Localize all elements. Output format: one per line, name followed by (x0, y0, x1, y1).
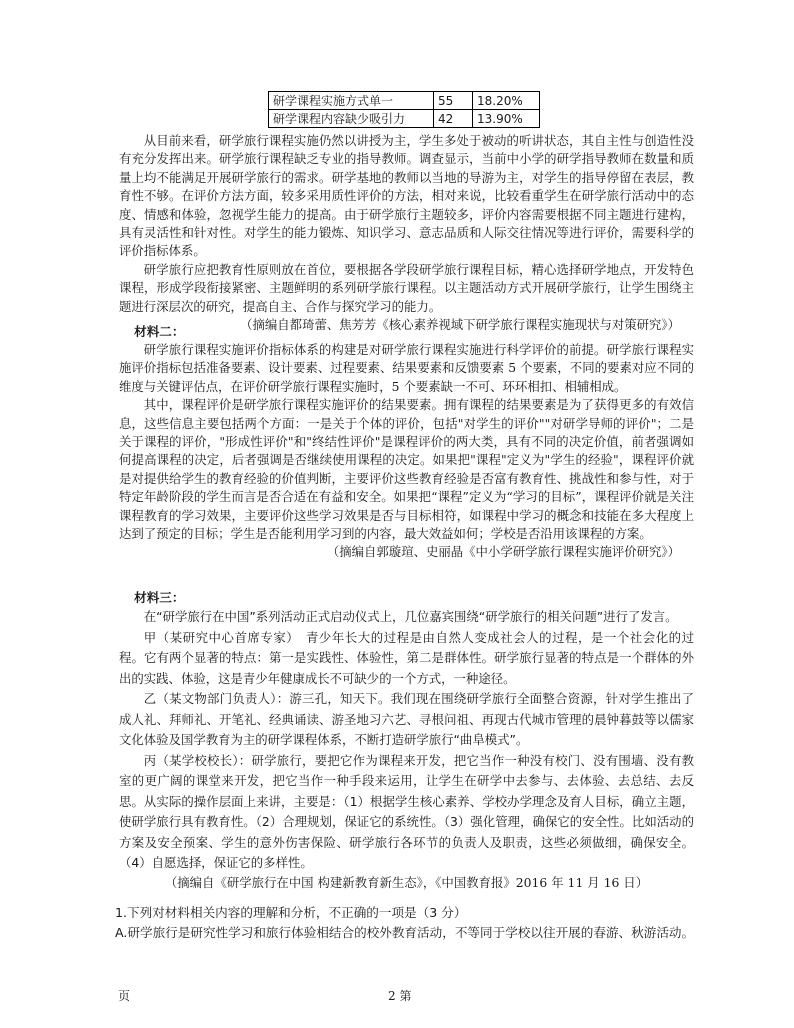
question-stem: 1.下列对材料相关内容的理解和分析，不正确的一项是（3 分） (115, 905, 467, 920)
body-paragraph: 在“研学旅行在中国”系列活动正式启动仪式上，几位嘉宾围绕“研学旅行的相关问题”进行了发言。 (143, 609, 678, 624)
speaker-paragraph: 乙（某文物部门负责人）：游三孔，知天下。我们现在围绕研学旅行全面整合资源，针对学生推出了成人礼、拜师礼、开笔礼、经典诵读、游圣地习六艺、寻根问祖、再现古代城市管理的晨钟暮鼓等以儒家文化体验及国学教育为主的研学课程体系，不断打造研学旅行“曲阜模式”。 (119, 691, 694, 747)
page-number: 2 第 (388, 989, 412, 1003)
citation: （摘编自《研学旅行在中国 构建新教育新生态》，《中国教育报》2016 年 11 月 16 日） (164, 874, 649, 890)
body-paragraph: 研学旅行应把教育性原则放在首位，要根据各学段研学旅行课程目标，精心选择研学地点，开发特色课程，形成学段衔接紧密、主题鲜明的系列研学旅行课程。以主题活动方式开展研学旅行，让学生围绕主题进行深层次的研究，提高自主、合作与探究学习的能力。 (119, 261, 694, 314)
table-cell: 18.20% (473, 92, 540, 110)
table-cell: 55 (434, 92, 473, 110)
speaker-paragraph: 甲（某研究中心首席专家） 青少年长大的过程是由自然人变成社会人的过程，是一个社会化的过程。它有两个显著的特点：第一是实践性、体验性，第二是群体性。研学旅行显著的特点是一个群体的外出的实践、体验，这是青少年健康成长不可缺少的一个方式，一种途径。 (119, 629, 694, 686)
table-cell: 研学课程实施方式单一 (269, 92, 434, 110)
table-cell: 研学课程内容缺少吸引力 (269, 110, 434, 128)
body-paragraph: 研学旅行课程实施评价指标体系的构建是对研学旅行课程实施进行科学评价的前提。研学旅行课程实施评价指标包括准备要素、设计要素、过程要素、结果要素和反馈要素 5 个要素，不同的要素对应不同的维度与关键评估点，在评价研学旅行课程实施时，5 个要素缺一不可、环环相扣、相辅相成。 (119, 342, 694, 394)
table-row (269, 110, 540, 128)
citation: （摘编自郭璇瑄、史丽晶《中小学研学旅行课程实施评价研究》） (326, 544, 680, 560)
body-paragraph: 其中，课程评价是研学旅行课程实施评价的结果要素。拥有课程的结果要素是为了获得更多的有效信息，这些信息主要包括两个方面：一是关于个体的评价，包括"对学生的评价""对研学导师的评价"；二是关于课程的评价，"形成性评价"和"终结性评价"是课程评价的两大类，具有不同的决定价值，前者强调如何提高课程的决定，后者强调是否继续使用课程的决定。如果把"课程"定义为"学生的经验"，课程评价就是对提供给学生的教育经验的价值判断，主要评价这些教育经验是否富有教育性、挑战性和参与性，对于特定年龄阶段的学生而言是否合适在有益和安全。如果把“课程”定义为“学习的目标”，课程评价就是关注课程教育的学习效果，主要评价这些学习效果是否与目标相符，如课程中学习的概念和技能在多大程度上达到了预定的目标；学生是否能利用学习到的内容，最大效益如何；学校是否沿用该课程的方案。 (119, 397, 694, 542)
section-heading: 材料三： (134, 590, 185, 605)
table-row (269, 92, 540, 110)
table-cell: 42 (434, 110, 473, 128)
citation: （摘编自都琦蕾、焦芳芳《核心素养视域下研学旅行课程实施现状与对策研究》） (240, 317, 680, 333)
footer-left: 页 (118, 989, 131, 1003)
section-heading: 材料二： (134, 324, 185, 339)
table-cell: 13.90% (473, 110, 540, 128)
speaker-paragraph: 丙（某学校校长）：研学旅行，要把它作为课程来开发，把它当作一种没有校门、没有围墙、没有教室的更广阔的课堂来开发，把它当作一种手段来运用，让学生在研学中去参与、去体验、去总结、去反思。从实际的操作层面上来讲，主要是：（1）根据学生核心素养、学校办学理念及育人目标，确立主题，使研学旅行具有教育性。（2）合理规划，保证它的系统性。（3）强化管理，确保它的安全性。比如活动的方案及安全预案、学生的意外伤害保险、研学旅行各环节的负责人及职责，这些必须做细，确保安全。（4）自愿选择，保证它的多样性。 (119, 752, 694, 870)
body-paragraph: 从目前来看，研学旅行课程实施仍然以讲授为主，学生多处于被动的听讲状态，其自主性与创造性没有充分发挥出来。研学旅行课程缺乏专业的指导教师。调查显示，当前中小学的研学指导教师在数量和质量上均不能满足开展研学旅行的需求。研学基地的教师以当地的导游为主，对学生的指导停留在表层，教育性不够。在评价方法方面，较多采用质性评价的方法，相对来说，比较看重学生在研学旅行活动中的态度、情感和体验，忽视学生能力的提高。由于研学旅行主题较多，评价内容需要根据不同主题进行建构，具有灵活性和针对性。对学生的能力锻炼、知识学习、意志品质和人际交往情况等进行评价，需要科学的评价指标体系。 (119, 133, 694, 259)
survey-table (268, 91, 540, 128)
material-one-section (119, 132, 694, 334)
answer-option-a: A.研学旅行是研究性学习和旅行体验相结合的校外教育活动，不等同于学校以往开展的春游、秋游活动。 (115, 925, 695, 940)
material-three-section (119, 588, 694, 892)
material-two-section (119, 322, 694, 562)
